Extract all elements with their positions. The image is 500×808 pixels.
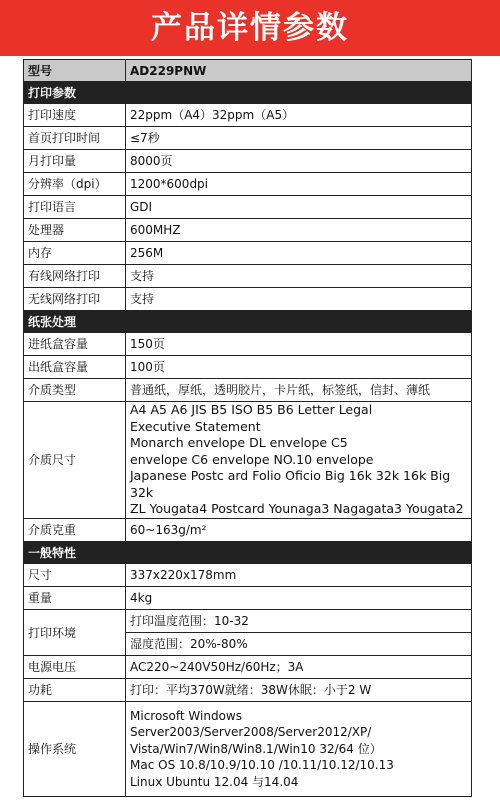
os-list bbox=[126, 702, 472, 797]
table-row-media-size bbox=[24, 402, 472, 519]
os-line: Server2003/Server2008/Server2012/XP/ bbox=[130, 725, 372, 740]
media-size-line: Executive Statement bbox=[130, 418, 261, 434]
os-line: Mac OS 10.8/10.9/10.10 /10.11/10.12/10.13 bbox=[130, 758, 394, 773]
row-value: GDI bbox=[126, 196, 472, 219]
env-humidity: 湿度范围：20%-80% bbox=[126, 633, 472, 656]
row-label: 打印环境 bbox=[24, 610, 126, 656]
table-row bbox=[24, 519, 472, 542]
os-line: Microsoft Windows bbox=[130, 708, 242, 723]
row-value: ≤7秒 bbox=[126, 127, 472, 150]
section-title: 一般特性 bbox=[24, 542, 472, 564]
page-title: 产品详情参数 bbox=[151, 10, 349, 46]
table-row bbox=[24, 679, 472, 702]
media-size-list bbox=[126, 402, 472, 519]
row-label: 重量 bbox=[24, 587, 126, 610]
row-label: 有线网络打印 bbox=[24, 265, 126, 288]
table-row bbox=[24, 379, 472, 402]
media-size-line: Japanese Postc ard Folio Oficio Big 16k 32k 16k Big 32k bbox=[130, 468, 451, 500]
row-label: 功耗 bbox=[24, 679, 126, 702]
row-label: 介质尺寸 bbox=[24, 402, 126, 519]
row-label: 出纸盒容量 bbox=[24, 356, 126, 379]
row-value: 打印：平均370W就绪：38W休眠：小于2 W bbox=[126, 679, 472, 702]
row-label: 无线网络打印 bbox=[24, 288, 126, 311]
table-row bbox=[24, 173, 472, 196]
row-value: 支持 bbox=[126, 265, 472, 288]
row-value: 1200*600dpi bbox=[126, 173, 472, 196]
media-size-line: ZL Yougata4 Postcard Younaga3 Nagagata3 Yougata2 bbox=[130, 501, 464, 517]
table-row-environment bbox=[24, 610, 472, 633]
row-label: 内存 bbox=[24, 242, 126, 265]
table-row bbox=[24, 150, 472, 173]
row-value: AD229PNW bbox=[126, 60, 472, 82]
media-size-line: A4 A5 A6 JIS B5 ISO B5 B6 Letter Legal bbox=[130, 402, 373, 418]
os-line: Vista/Win7/Win8/Win8.1/Win10 32/64 位） bbox=[130, 741, 382, 756]
title-banner bbox=[0, 0, 500, 59]
section-title: 纸张处理 bbox=[24, 311, 472, 333]
row-value: 600MHZ bbox=[126, 219, 472, 242]
row-label: 打印速度 bbox=[24, 104, 126, 127]
table-row-model bbox=[24, 60, 472, 82]
row-value: 60~163g/m² bbox=[126, 519, 472, 542]
row-value: 普通纸，厚纸，透明胶片，卡片纸，标签纸，信封、薄纸 bbox=[126, 379, 472, 402]
row-value: 支持 bbox=[126, 288, 472, 311]
row-label: 介质类型 bbox=[24, 379, 126, 402]
row-value: AC220~240V50Hz/60Hz；3A bbox=[126, 656, 472, 679]
media-size-line: envelope C6 envelope NO.10 envelope bbox=[130, 451, 374, 467]
table-row bbox=[24, 219, 472, 242]
table-row bbox=[24, 356, 472, 379]
table-row-os bbox=[24, 702, 472, 797]
row-value: 337x220x178mm bbox=[126, 564, 472, 587]
table-row bbox=[24, 656, 472, 679]
table-row bbox=[24, 265, 472, 288]
row-label: 电源电压 bbox=[24, 656, 126, 679]
media-size-line: Monarch envelope DL envelope C5 bbox=[130, 435, 348, 451]
spec-table bbox=[23, 59, 472, 797]
row-label: 月打印量 bbox=[24, 150, 126, 173]
row-label: 操作系统 bbox=[24, 702, 126, 797]
row-value: 4kg bbox=[126, 587, 472, 610]
table-row bbox=[24, 127, 472, 150]
row-value: 8000页 bbox=[126, 150, 472, 173]
table-row bbox=[24, 564, 472, 587]
row-label: 进纸盒容量 bbox=[24, 333, 126, 356]
os-line: Linux Ubuntu 12.04 与14.04 bbox=[130, 774, 299, 789]
row-label: 尺寸 bbox=[24, 564, 126, 587]
row-value: 22ppm（A4）32ppm（A5） bbox=[126, 104, 472, 127]
table-row bbox=[24, 288, 472, 311]
section-header-print bbox=[24, 82, 472, 104]
row-label: 型号 bbox=[24, 60, 126, 82]
table-row bbox=[24, 104, 472, 127]
section-header-general bbox=[24, 542, 472, 564]
row-label: 介质克重 bbox=[24, 519, 126, 542]
row-label: 处理器 bbox=[24, 219, 126, 242]
table-row bbox=[24, 587, 472, 610]
row-label: 分辨率（dpi） bbox=[24, 173, 126, 196]
row-value: 100页 bbox=[126, 356, 472, 379]
row-label: 打印语言 bbox=[24, 196, 126, 219]
section-title: 打印参数 bbox=[24, 82, 472, 104]
env-temp: 打印温度范围：10-32 bbox=[126, 610, 472, 633]
table-row bbox=[24, 242, 472, 265]
row-label: 首页打印时间 bbox=[24, 127, 126, 150]
table-row bbox=[24, 196, 472, 219]
table-row bbox=[24, 333, 472, 356]
section-header-paper bbox=[24, 311, 472, 333]
row-value: 256M bbox=[126, 242, 472, 265]
row-value: 150页 bbox=[126, 333, 472, 356]
